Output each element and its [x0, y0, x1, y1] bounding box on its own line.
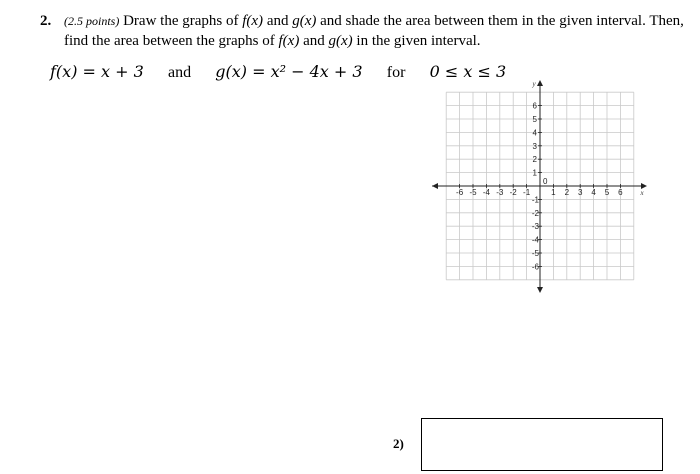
tick-labels: [456, 80, 644, 271]
question-points: (2.5 points): [64, 14, 120, 28]
question-text-part2: and shade the area between them in the given interval. Then, find the area between the graphs of: [64, 13, 684, 49]
x-tick-label: 1: [551, 188, 556, 197]
y-tick-label: -4: [531, 235, 539, 245]
question-text-part3: in the given interval.: [352, 33, 481, 49]
question-text-part1: Draw the graphs of: [119, 13, 243, 29]
equation-for: for: [386, 64, 406, 81]
axes: [432, 80, 647, 293]
y-axis-name: y: [532, 80, 536, 88]
x-tick-label: -5: [469, 188, 477, 197]
x-tick-label: -2: [509, 188, 517, 197]
answer-label: 2): [393, 436, 404, 451]
y-tick-label: 4: [532, 128, 537, 138]
x-tick-label: 4: [591, 188, 596, 197]
question-g-of-x-2: g(x): [328, 33, 353, 49]
y-tick-label: -3: [531, 222, 539, 232]
x-tick-label: 3: [577, 188, 583, 197]
question-f-of-x-2: f(x): [278, 33, 300, 49]
question-f-of-x: f(x): [242, 13, 264, 29]
x-tick-label: 6: [618, 188, 623, 197]
origin-label: 0: [543, 177, 548, 186]
equation-interval: 0 ≤ x ≤ 3: [429, 62, 507, 81]
y-axis-arrow-down: [537, 287, 543, 293]
x-tick-label: -3: [496, 188, 504, 197]
x-tick-label: -4: [482, 188, 490, 197]
x-tick-label: 5: [604, 188, 610, 197]
question-and-word: and: [263, 13, 293, 29]
y-tick-label: 2: [532, 155, 537, 165]
equation-g: g(x) = x² − 4x + 3: [215, 62, 363, 81]
question-text: [64, 11, 690, 51]
equation-and: and: [167, 64, 192, 81]
y-tick-label: 6: [532, 101, 537, 111]
y-tick-label: -6: [531, 262, 539, 272]
question-and-word-2: and: [299, 33, 329, 49]
y-tick-label: -1: [531, 195, 539, 205]
y-axis-arrow-up: [537, 80, 543, 86]
x-tick-label: -1: [523, 188, 531, 197]
x-axis-arrow-left: [432, 183, 438, 189]
question-number: 2.: [40, 13, 52, 29]
y-tick-label: -2: [531, 208, 539, 218]
y-tick-label: 1: [532, 168, 537, 178]
x-tick-label: -6: [456, 188, 464, 197]
x-tick-label: 2: [564, 188, 570, 197]
equation-f: f(x) = x + 3: [50, 62, 144, 81]
y-tick-label: 3: [532, 141, 537, 151]
answer-box[interactable]: [421, 418, 663, 471]
y-tick-label: 5: [532, 115, 537, 124]
coordinate-grid[interactable]: [432, 76, 652, 296]
question-g-of-x: g(x): [292, 13, 317, 29]
y-tick-label: -5: [531, 249, 539, 258]
x-axis-name: x: [640, 189, 644, 197]
